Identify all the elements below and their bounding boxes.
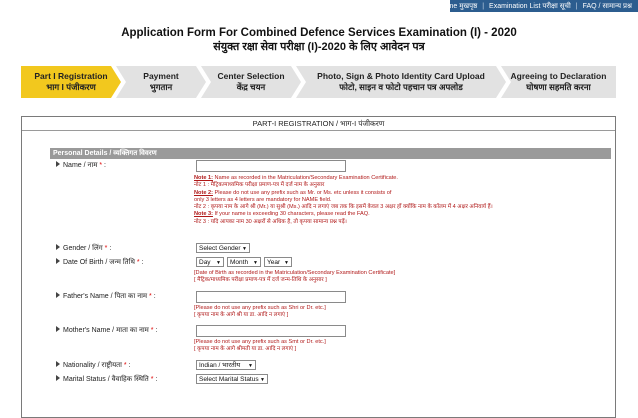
- registration-form: [21, 116, 616, 418]
- step-label-hi: केंद्र चयन: [236, 82, 266, 92]
- form-heading: PART-I REGISTRATION / भाग-I पंजीकरण: [22, 117, 615, 131]
- link-separator: |: [575, 2, 578, 10]
- progress-steps: [21, 66, 616, 98]
- chevron-down-icon: ▼: [253, 260, 258, 266]
- name-note-3: Note 3: If your name is exceeding 30 characters, please read the FAQ.: [194, 211, 370, 218]
- step-label-hi: घोषणा सहमति करना: [526, 82, 591, 92]
- step-agreeing-declaration: [501, 66, 616, 98]
- faq-link[interactable]: FAQ / सामान्य प्रश्न: [582, 2, 632, 10]
- nationality-select[interactable]: Indian / भारतीय ▼: [196, 360, 256, 370]
- chevron-down-icon: ▼: [284, 260, 289, 266]
- marital-status-label: Marital Status / वैवाहिक स्थिति * :: [56, 375, 157, 384]
- bullet-icon: [56, 258, 60, 264]
- step-label-hi: भुगतान: [149, 82, 173, 92]
- step-label-hi: भाग I पंजीकरण: [46, 82, 96, 92]
- name-input[interactable]: [196, 160, 346, 172]
- step-label-en: Payment: [143, 71, 179, 81]
- mother-name-label: Mother's Name / माता का नाम * :: [56, 326, 157, 335]
- name-label: Name / नाम * :: [56, 161, 106, 170]
- step-label-en: Photo, Sign & Photo Identity Card Upload: [317, 71, 485, 81]
- dob-year-select[interactable]: Year ▼: [264, 257, 292, 267]
- bullet-icon: [56, 161, 60, 167]
- name-note-3-hi: नोट 3 : यदि आपका नाम 30 अक्षरों से अधिक है, तो कृपया सामान्य प्रश्न पढ़ें।: [194, 218, 347, 225]
- marital-status-select[interactable]: Select Marital Status ▼: [196, 374, 268, 384]
- mother-name-notes: [Please do not use any prefix such as Smt or Dr. etc.] [ कृपया नाम के आगे श्रीमती या डा. आदि न लगाएं ]: [194, 339, 326, 353]
- father-name-input[interactable]: [196, 291, 346, 303]
- personal-details-section-bar: Personal Details / व्यक्तिगत विवरण: [50, 148, 611, 159]
- bullet-icon: [56, 326, 60, 332]
- dob-month-select[interactable]: Month ▼: [227, 257, 261, 267]
- name-notes: [194, 175, 493, 226]
- home-link[interactable]: Home मुखपृष्ठ: [438, 2, 478, 10]
- name-note-2-cont: only 3 letters as 4 letters are mandatory for NAME field.: [194, 196, 332, 203]
- step-photo-sign-upload: [296, 66, 506, 98]
- step-label-en: Center Selection: [217, 71, 285, 81]
- father-name-notes: [Please do not use any prefix such as Shri or Dr. etc.] [ कृपया नाम के आगे श्री या डा. आदि न लगाएं ]: [194, 305, 326, 319]
- dob-notes: [Date of Birth as recorded in the Matriculation/Secondary Examination Certificate] [ मैट्रिक/माध्यमिक परीक्षा प्रमाण-पत्र में दर्ज जन्म-तिथि के अनुसार ]: [194, 270, 396, 284]
- dob-label: Date Of Birth / जन्म तिथि * :: [56, 258, 144, 267]
- gender-label: Gender / लिंग * :: [56, 244, 111, 253]
- chevron-down-icon: ▼: [216, 260, 221, 266]
- step-payment: [116, 66, 206, 98]
- name-note-1-hi: नोट 1 : मैट्रिक/माध्यमिक परीक्षा प्रमाण-पत्र में दर्ज नाम के अनुसार: [194, 182, 325, 189]
- nationality-label: Nationality / राष्ट्रीयता * :: [56, 361, 131, 370]
- page-subtitle: संयुक्त रक्षा सेवा परीक्षा (I)-2020 के लिए आवेदन पत्र: [213, 41, 425, 53]
- chevron-down-icon: ▼: [260, 377, 265, 383]
- gender-select[interactable]: Select Gender ▼: [196, 243, 250, 253]
- chevron-down-icon: ▼: [242, 246, 247, 252]
- step-label-en: Agreeing to Declaration: [510, 71, 607, 81]
- dob-day-select[interactable]: Day ▼: [196, 257, 224, 267]
- name-note-2-hi: नोट 2 : कृपया नाम के आगे श्री (Mr.) या सुश्री (Ms.) आदि न लगाएं जब तक कि इसमें केवल 3 अक्षर हों क्योंकि नाम के कॉलम में 4 अक्षर अनिवार्य हैं।: [194, 204, 493, 211]
- name-note-1: Note 1: Name as recorded in the Matriculation/Secondary Examination Certificate.: [194, 175, 398, 181]
- bullet-icon: [56, 292, 60, 298]
- bullet-icon: [56, 361, 60, 367]
- mother-name-input[interactable]: [196, 325, 346, 337]
- step-center-selection: [201, 66, 301, 98]
- step-part-i-registration: [21, 66, 121, 98]
- top-links-bar: [438, 0, 638, 12]
- bullet-icon: [56, 244, 60, 250]
- page-title: Application Form For Combined Defence Services Examination (I) - 2020: [121, 27, 517, 39]
- father-name-label: Father's Name / पिता का नाम * :: [56, 292, 156, 301]
- chevron-down-icon: ▼: [248, 363, 253, 369]
- step-label-hi: फोटो, साइन व फोटो पहचान पत्र अपलोड: [339, 82, 463, 92]
- name-note-2: Note 2: Please do not use any prefix such as Mr. or Ms. etc unless it consists of: [194, 189, 392, 196]
- link-separator: |: [482, 2, 485, 10]
- step-label-en: Part I Registration: [34, 71, 108, 81]
- examination-list-link[interactable]: Examination List परीक्षा सूची: [489, 2, 571, 10]
- bullet-icon: [56, 375, 60, 381]
